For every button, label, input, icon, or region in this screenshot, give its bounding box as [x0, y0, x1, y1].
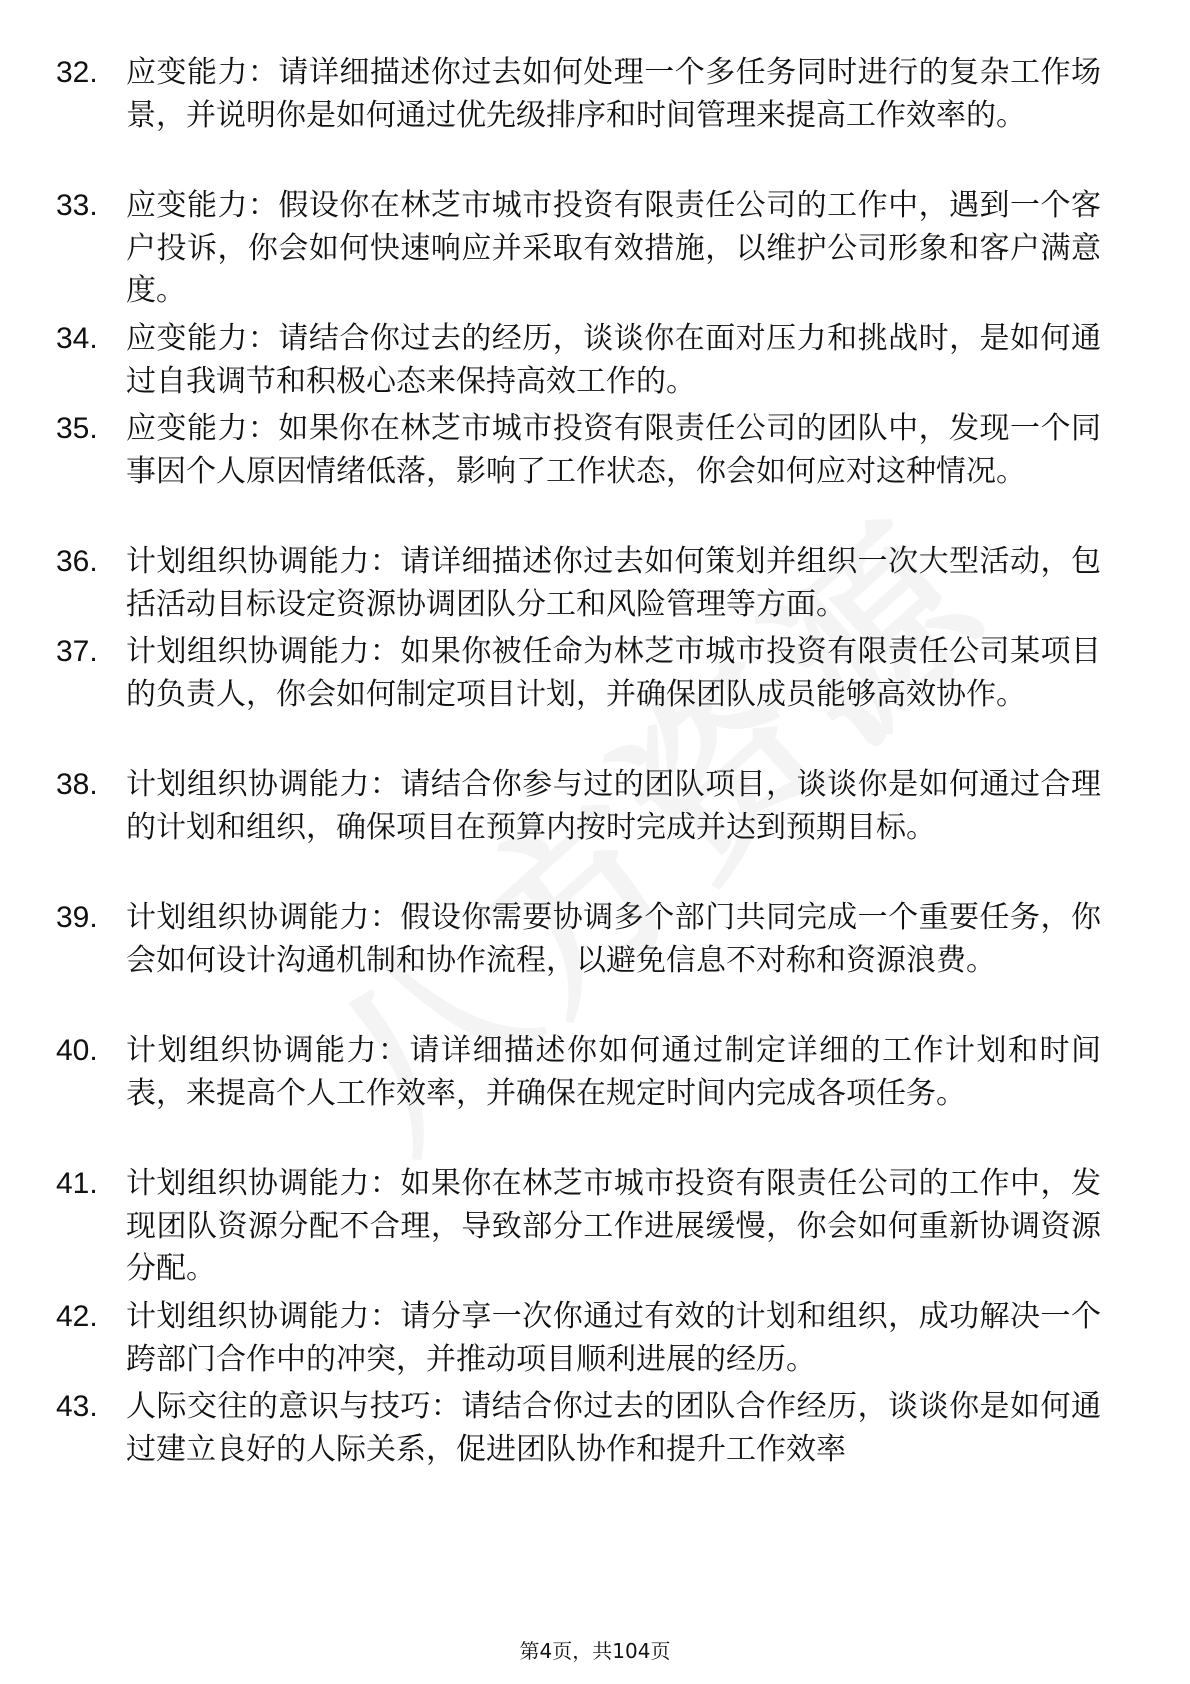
question-number: 40.	[56, 1034, 98, 1067]
question-number: 38.	[56, 768, 98, 801]
question-number: 43.	[56, 1390, 98, 1423]
question-number: 32.	[56, 56, 98, 89]
question-text: 人际交往的意识与技巧：请结合你过去的团队合作经历，谈谈你是如何通过建立良好的人际关系，促进团队协作和提升工作效率	[126, 1389, 1101, 1467]
question-text: 计划组织协调能力：假设你需要协调多个部门共同完成一个重要任务，你会如何设计沟通机制和协作流程，以避免信息不对称和资源浪费。	[126, 900, 1101, 978]
question-text: 计划组织协调能力：如果你被任命为林芝市城市投资有限责任公司某项目的负责人，你会如何制定项目计划，并确保团队成员能够高效协作。	[126, 634, 1101, 712]
question-item	[56, 1163, 1116, 1291]
question-text: 计划组织协调能力：请详细描述你如何通过制定详细的工作计划和时间表，来提高个人工作效率，并确保在规定时间内完成各项任务。	[126, 1033, 1101, 1111]
question-item	[56, 631, 1116, 716]
question-item	[56, 1030, 1116, 1115]
question-item	[56, 185, 1116, 313]
question-item	[56, 1296, 1116, 1381]
page-footer: 第4页，共104页	[519, 1639, 671, 1663]
question-number: 41.	[56, 1167, 98, 1200]
question-text: 计划组织协调能力：请详细描述你过去如何策划并组织一次大型活动，包括活动目标设定资源协调团队分工和风险管理等方面。	[126, 544, 1101, 622]
question-item	[56, 897, 1116, 982]
question-number: 35.	[56, 412, 98, 445]
question-number: 39.	[56, 901, 98, 934]
question-item	[56, 541, 1116, 626]
question-number: 42.	[56, 1300, 98, 1333]
question-text: 应变能力：请详细描述你过去如何处理一个多任务同时进行的复杂工作场景，并说明你是如何通过优先级排序和时间管理来提高工作效率的。	[126, 55, 1101, 133]
question-text: 计划组织协调能力：请结合你参与过的团队项目，谈谈你是如何通过合理的计划和组织，确保项目在预算内按时完成并达到预期目标。	[126, 767, 1101, 845]
question-item	[56, 764, 1116, 849]
question-number: 33.	[56, 189, 98, 222]
question-text: 应变能力：假设你在林芝市城市投资有限责任公司的工作中，遇到一个客户投诉，你会如何快速响应并采取有效措施，以维护公司形象和客户满意度。	[126, 188, 1101, 308]
question-item	[56, 52, 1116, 137]
question-number: 36.	[56, 545, 98, 578]
question-text: 应变能力：请结合你过去的经历，谈谈你在面对压力和挑战时，是如何通过自我调节和积极心态来保持高效工作的。	[126, 321, 1101, 399]
question-item	[56, 1386, 1116, 1471]
question-number: 34.	[56, 322, 98, 355]
question-text: 计划组织协调能力：请分享一次你通过有效的计划和组织，成功解决一个跨部门合作中的冲突，并推动项目顺利进展的经历。	[126, 1299, 1101, 1377]
question-item	[56, 318, 1116, 403]
question-text: 应变能力：如果你在林芝市城市投资有限责任公司的团队中，发现一个同事因个人原因情绪低落，影响了工作状态，你会如何应对这种情况。	[126, 411, 1101, 489]
question-text: 计划组织协调能力：如果你在林芝市城市投资有限责任公司的工作中，发现团队资源分配不合理，导致部分工作进展缓慢，你会如何重新协调资源分配。	[126, 1166, 1101, 1286]
question-number: 37.	[56, 635, 98, 668]
question-item	[56, 408, 1116, 493]
